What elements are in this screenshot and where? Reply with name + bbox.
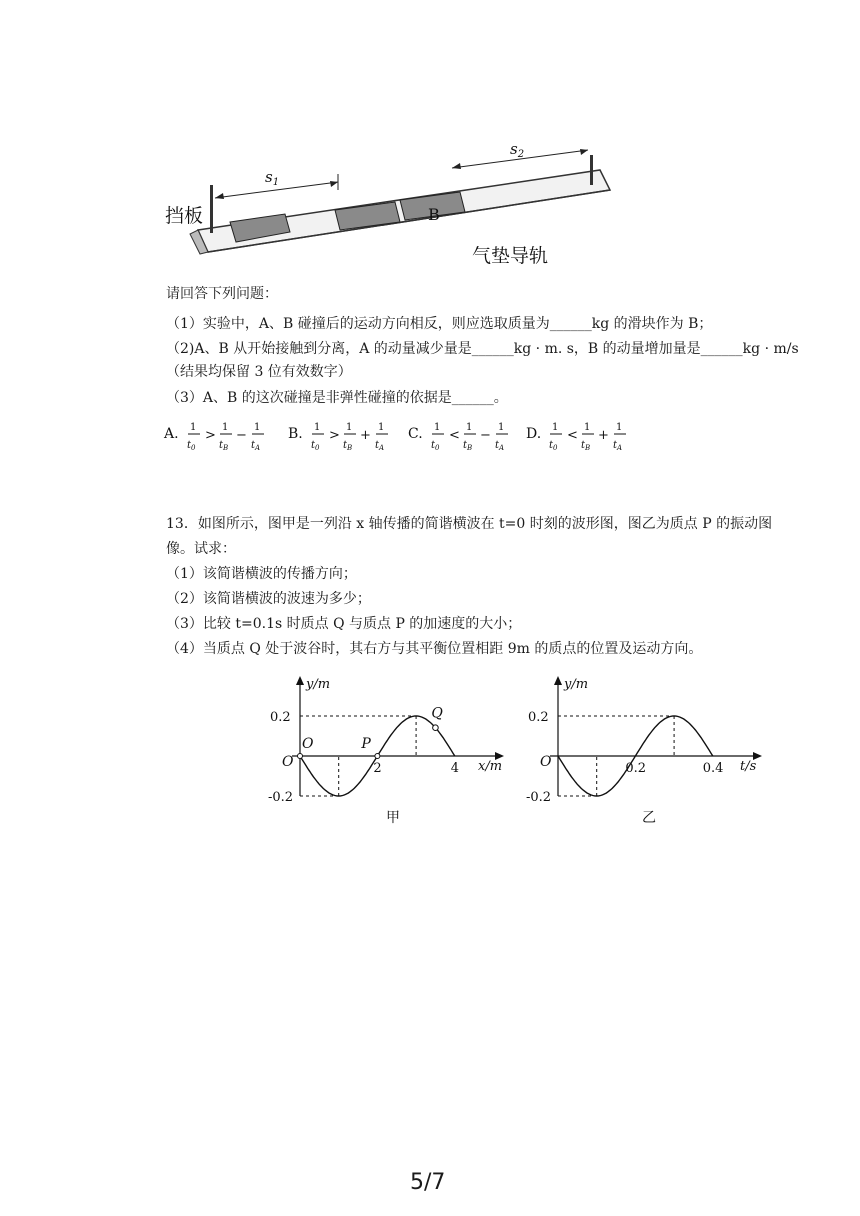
q13-sub3: （3）比较 t=0.1s 时质点 Q 与质点 P 的加速度的大小； xyxy=(166,616,522,632)
q12-part2-note: （结果均保留 3 位有效数字） xyxy=(166,364,352,380)
q13-sub1: （1）该简谐横波的传播方向； xyxy=(166,566,357,582)
svg-text:1: 1 xyxy=(378,422,385,433)
q13-stem-line1: 13．如图所示，图甲是一列沿 x 轴传播的简谐横波在 t=0 时刻的波形图，图乙为质点 P 的振动图 xyxy=(166,516,773,532)
s2-label: $s_2$ xyxy=(510,140,525,160)
svg-text:A.: A. xyxy=(164,426,179,442)
svg-text:+: + xyxy=(598,428,609,443)
q13-stem-line2: 像。试求： xyxy=(166,541,236,557)
wave-chart-jia xyxy=(262,672,512,832)
jia-point-o-label: O xyxy=(302,736,314,752)
svg-text:C.: C. xyxy=(408,426,423,442)
svg-text:1: 1 xyxy=(190,422,197,433)
s1-arrow-head-right xyxy=(330,181,338,187)
block-b-label: B xyxy=(428,205,440,224)
svg-text:t0: $t_0$ xyxy=(431,440,440,452)
svg-text:>: > xyxy=(329,428,340,443)
svg-text:tB: $t_B$ xyxy=(219,440,229,452)
svg-text:B.: B. xyxy=(288,426,303,442)
s1-label: $s_1$ xyxy=(265,168,280,188)
q13-sub2: （2）该简谐横波的波速为多少； xyxy=(166,591,371,607)
vibration-chart-yi xyxy=(520,672,770,832)
svg-text:tA: $t_A$ xyxy=(495,440,505,452)
q12-part2: （2)A、B 从开始接触到分离，A 的动量减少量是______kg · m. s，B 的动量增加量是______kg · m/s xyxy=(166,341,799,357)
svg-text:tB: $t_B$ xyxy=(581,440,591,452)
yi-y-arrow xyxy=(554,676,562,685)
yi-y-tick-neg0.2: -0.2 xyxy=(526,790,552,805)
svg-text:tA: $t_A$ xyxy=(375,440,385,452)
option-c xyxy=(408,422,508,452)
jia-y-tick-0.2: 0.2 xyxy=(270,710,291,725)
q12-part1: （1）实验中，A、B 碰撞后的运动方向相反，则应选取质量为______kg 的滑块作为 B； xyxy=(166,316,713,332)
svg-text:tA: $t_A$ xyxy=(251,440,261,452)
jia-point-p xyxy=(375,754,380,759)
jia-point-p-label: P xyxy=(361,736,371,752)
block-a2 xyxy=(335,202,400,230)
s2-arrow-head-left xyxy=(452,163,461,169)
svg-text:1: 1 xyxy=(254,422,261,433)
q12-options xyxy=(160,416,640,456)
jia-point-q-label: Q xyxy=(431,705,443,722)
option-a xyxy=(163,422,264,452)
track-label: 气垫导轨 xyxy=(472,245,549,267)
svg-text:1: 1 xyxy=(466,422,473,433)
svg-text:<: < xyxy=(567,428,578,443)
baffle-left xyxy=(210,185,213,233)
svg-text:1: 1 xyxy=(314,422,321,433)
svg-text:tA: $t_A$ xyxy=(613,440,623,452)
jia-origin-label: O xyxy=(282,754,294,770)
jia-x-tick-2: 4 xyxy=(450,761,460,776)
jia-y-tick-neg0.2: -0.2 xyxy=(268,790,294,805)
q12-part3: （3）A、B 的这次碰撞是非弹性碰撞的依据是______。 xyxy=(166,390,508,406)
svg-text:−: − xyxy=(236,428,247,443)
svg-text:−: − xyxy=(480,428,491,443)
svg-text:t0: $t_0$ xyxy=(187,440,196,452)
baffle-label: 挡板 xyxy=(165,205,204,227)
jia-point-o xyxy=(298,754,303,759)
svg-text:D.: D. xyxy=(526,426,542,442)
svg-text:tB: $t_B$ xyxy=(343,440,353,452)
svg-text:<: < xyxy=(449,428,460,443)
svg-text:>: > xyxy=(205,428,216,443)
q12-prompt: 请回答下列问题： xyxy=(166,286,278,302)
svg-text:1: 1 xyxy=(434,422,441,433)
svg-text:1: 1 xyxy=(222,422,229,433)
jia-y-label: y/m xyxy=(306,677,331,692)
yi-x-label: t/s xyxy=(740,759,757,774)
yi-x-tick-1: 0.2 xyxy=(625,761,647,776)
yi-x-arrow xyxy=(753,752,762,760)
svg-text:t0: $t_0$ xyxy=(311,440,320,452)
svg-text:1: 1 xyxy=(616,422,623,433)
yi-y-label: y/m xyxy=(564,677,589,692)
option-b xyxy=(288,422,388,452)
svg-text:+: + xyxy=(360,428,371,443)
svg-text:1: 1 xyxy=(552,422,559,433)
svg-text:1: 1 xyxy=(498,422,505,433)
yi-x-tick-2: 0.4 xyxy=(702,761,724,776)
option-d xyxy=(526,422,626,452)
svg-text:t0: $t_0$ xyxy=(549,440,558,452)
air-track-figure xyxy=(160,130,620,270)
jia-point-q xyxy=(433,725,439,731)
s2-arrow-head-right xyxy=(580,149,588,155)
jia-title: 甲 xyxy=(386,810,400,826)
jia-x-tick-1: 2 xyxy=(373,761,382,776)
yi-title: 乙 xyxy=(642,810,656,826)
yi-origin-label: O xyxy=(540,754,552,770)
baffle-right xyxy=(590,155,593,185)
svg-text:tB: $t_B$ xyxy=(463,440,473,452)
jia-y-arrow xyxy=(296,676,304,685)
svg-text:1: 1 xyxy=(346,422,353,433)
page-number: 5/7 xyxy=(410,1170,446,1195)
s1-arrow-head-left xyxy=(215,193,224,199)
yi-y-tick-0.2: 0.2 xyxy=(528,710,549,725)
q13-sub4: （4）当质点 Q 处于波谷时，其右方与其平衡位置相距 9m 的质点的位置及运动方向。 xyxy=(166,641,703,657)
jia-x-label: x/m xyxy=(478,759,503,774)
svg-text:1: 1 xyxy=(584,422,591,433)
